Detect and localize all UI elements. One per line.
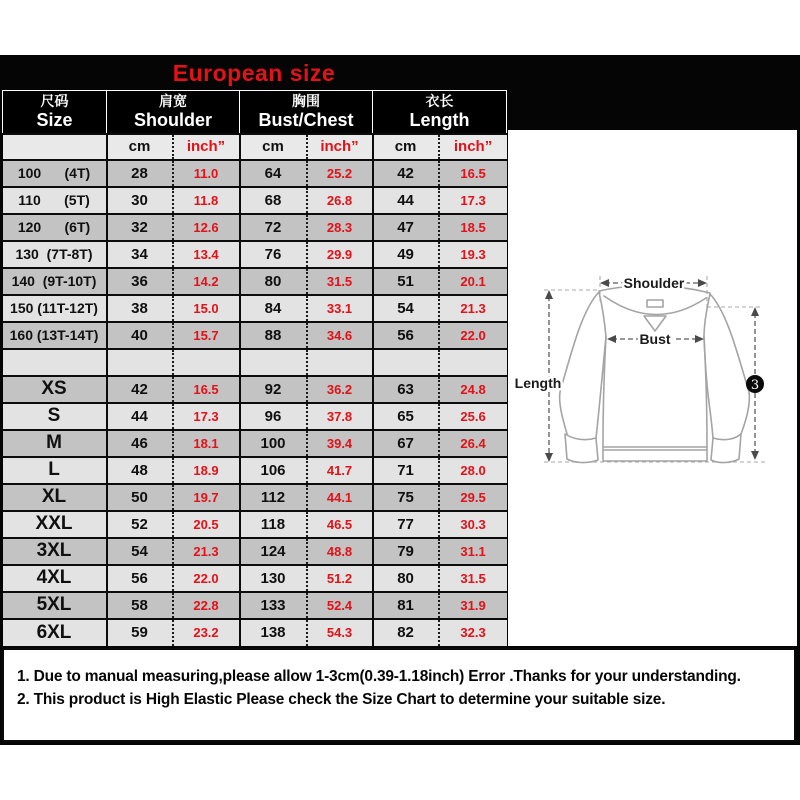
inch-value: 31.5 [307,268,373,295]
col-header-size-en: Size [36,110,73,131]
badge-3-icon [746,375,764,393]
inch-value: 48.8 [307,538,373,565]
unit-blank-cell [3,134,107,160]
inch-value: 19.7 [173,484,240,511]
cm-value: 28 [107,160,173,187]
table-row [3,349,507,376]
cm-value: 40 [107,322,173,349]
cm-value: 58 [107,592,173,619]
shoulder-label: Shoulder [623,275,685,291]
cm-value: 64 [240,160,307,187]
size-label: 4XL [3,565,107,592]
inch-value: 17.3 [173,403,240,430]
cm-value: 76 [240,241,307,268]
col-header-bust-en: Bust/Chest [258,110,354,131]
table-row [3,403,507,430]
size-label: 6XL [3,619,107,646]
size-label: 100 (4T) [3,160,107,187]
cm-value: 48 [107,457,173,484]
inch-value: 25.2 [307,160,373,187]
svg-text:3: 3 [750,378,760,393]
inch-value: 20.5 [173,511,240,538]
cm-value: 100 [240,430,307,457]
table-row [3,592,507,619]
inch-value: 29.9 [307,241,373,268]
inch-value: 52.4 [307,592,373,619]
table-row [3,430,507,457]
col-header-length-zh: 衣长 [425,93,454,110]
col-header-shoulder-en: Shoulder [134,110,213,131]
table-row [3,457,507,484]
table-row [3,538,507,565]
inch-value: 21.3 [173,538,240,565]
cm-value: 112 [240,484,307,511]
inch-value: 31.1 [439,538,507,565]
bust-label: Bust [639,331,671,347]
cm-value: 47 [373,214,439,241]
notes-box [2,648,796,742]
unit-cm-label: cm [107,134,173,160]
table-row [3,484,507,511]
cm-value: 124 [240,538,307,565]
cm-value: 106 [240,457,307,484]
size-label: XS [3,376,107,403]
inch-value: 12.6 [173,214,240,241]
unit-row [3,134,507,160]
cm-value: 75 [373,484,439,511]
sweater-outline-icon [560,285,750,462]
cm-value: 71 [373,457,439,484]
table-row [3,268,507,295]
inch-value: 18.1 [173,430,240,457]
cm-value: 38 [107,295,173,322]
size-label [3,349,107,376]
col-header-bust [240,91,373,134]
chart-panel [0,55,800,745]
inch-value: 15.0 [173,295,240,322]
table-row [3,295,507,322]
cm-value: 80 [373,565,439,592]
table-row [3,376,507,403]
inch-value: 41.7 [307,457,373,484]
inch-value: 32.3 [439,619,507,646]
cm-value: 67 [373,430,439,457]
size-label: XXL [3,511,107,538]
inch-value: 22.8 [173,592,240,619]
col-header-size [3,91,107,134]
cm-value: 118 [240,511,307,538]
col-header-size-zh: 尺码 [40,93,69,110]
cm-value: 49 [373,241,439,268]
inch-value [173,349,240,376]
cm-value: 63 [373,376,439,403]
unit-inch-label: inch” [307,134,373,160]
inch-value: 21.3 [439,295,507,322]
inch-value: 51.2 [307,565,373,592]
cm-value: 133 [240,592,307,619]
table-row [3,511,507,538]
inch-value: 36.2 [307,376,373,403]
inch-value: 16.5 [173,376,240,403]
inch-value: 28.0 [439,457,507,484]
cm-value: 52 [107,511,173,538]
inch-value [439,349,507,376]
inch-value: 11.0 [173,160,240,187]
cm-value: 84 [240,295,307,322]
cm-value: 44 [373,187,439,214]
inch-value: 46.5 [307,511,373,538]
cm-value: 51 [373,268,439,295]
inch-value: 33.1 [307,295,373,322]
col-header-bust-zh: 胸围 [292,93,321,110]
cm-value: 130 [240,565,307,592]
inch-value: 15.7 [173,322,240,349]
cm-value: 80 [240,268,307,295]
size-label: M [3,430,107,457]
inch-value: 20.1 [439,268,507,295]
cm-value [240,349,307,376]
inch-value: 26.8 [307,187,373,214]
cm-value: 44 [107,403,173,430]
cm-value: 81 [373,592,439,619]
cm-value: 56 [373,322,439,349]
measurement-diagram [508,130,797,646]
inch-value: 14.2 [173,268,240,295]
unit-inch-label: inch” [439,134,507,160]
inch-value: 31.9 [439,592,507,619]
inch-value: 22.0 [173,565,240,592]
inch-value: 44.1 [307,484,373,511]
table-row [3,214,507,241]
inch-value: 18.5 [439,214,507,241]
table-row [3,187,507,214]
cm-value: 32 [107,214,173,241]
cm-value: 50 [107,484,173,511]
col-header-length [373,91,507,134]
table-row [3,619,507,646]
size-label: S [3,403,107,430]
cm-value: 77 [373,511,439,538]
cm-value: 42 [107,376,173,403]
length-label: Length [514,375,562,391]
size-rows [3,160,507,646]
size-label: 160 (13T-14T) [3,322,107,349]
cm-value: 82 [373,619,439,646]
cm-value: 92 [240,376,307,403]
col-header-length-en: Length [409,110,470,131]
col-header-shoulder-zh: 肩宽 [159,93,187,110]
size-label: 130 (7T-8T) [3,241,107,268]
cm-value: 138 [240,619,307,646]
cm-value: 30 [107,187,173,214]
inch-value: 29.5 [439,484,507,511]
size-label: 120 (6T) [3,214,107,241]
size-label: 3XL [3,538,107,565]
cm-value: 54 [373,295,439,322]
note-1: 1. Due to manual measuring,please allow 1-3cm(0.39-1.18inch) Error .Thanks for your understanding. [17,668,741,685]
col-header-shoulder [107,91,240,134]
size-label: 110 (5T) [3,187,107,214]
size-label: 5XL [3,592,107,619]
inch-value: 18.9 [173,457,240,484]
cm-value: 72 [240,214,307,241]
cm-value: 46 [107,430,173,457]
page-title: European size [172,60,336,86]
inch-value: 11.8 [173,187,240,214]
inch-value: 23.2 [173,619,240,646]
size-table [2,90,507,646]
cm-value [373,349,439,376]
cm-value: 68 [240,187,307,214]
unit-cm-label: cm [373,134,439,160]
inch-value: 34.6 [307,322,373,349]
note-2: 2. This product is High Elastic Please check the Size Chart to determine your suitable size. [17,691,666,708]
cm-value [107,349,173,376]
cm-value: 96 [240,403,307,430]
size-label: 140 (9T-10T) [3,268,107,295]
inch-value: 37.8 [307,403,373,430]
table-row [3,565,507,592]
table-row [3,322,507,349]
cm-value: 42 [373,160,439,187]
inch-value: 26.4 [439,430,507,457]
sweater-diagram-svg [508,130,797,646]
inch-value: 16.5 [439,160,507,187]
inch-value [307,349,373,376]
cm-value: 59 [107,619,173,646]
table-row [3,160,507,187]
cm-value: 36 [107,268,173,295]
inch-value: 28.3 [307,214,373,241]
inch-value: 17.3 [439,187,507,214]
cm-value: 79 [373,538,439,565]
inch-value: 13.4 [173,241,240,268]
header-row [3,91,507,134]
inch-value: 24.8 [439,376,507,403]
inch-value: 25.6 [439,403,507,430]
unit-cm-label: cm [240,134,307,160]
cm-value: 34 [107,241,173,268]
size-label: XL [3,484,107,511]
v-notch-icon [644,316,666,331]
cm-value: 88 [240,322,307,349]
inch-value: 30.3 [439,511,507,538]
inch-value: 39.4 [307,430,373,457]
inch-value: 31.5 [439,565,507,592]
size-label: L [3,457,107,484]
unit-inch-label: inch” [173,134,240,160]
size-label: 150 (11T-12T) [3,295,107,322]
cm-value: 54 [107,538,173,565]
inch-value: 19.3 [439,241,507,268]
table-row [3,241,507,268]
cm-value: 56 [107,565,173,592]
inch-value: 22.0 [439,322,507,349]
inch-value: 54.3 [307,619,373,646]
cm-value: 65 [373,403,439,430]
neck-tag-icon [647,300,663,307]
